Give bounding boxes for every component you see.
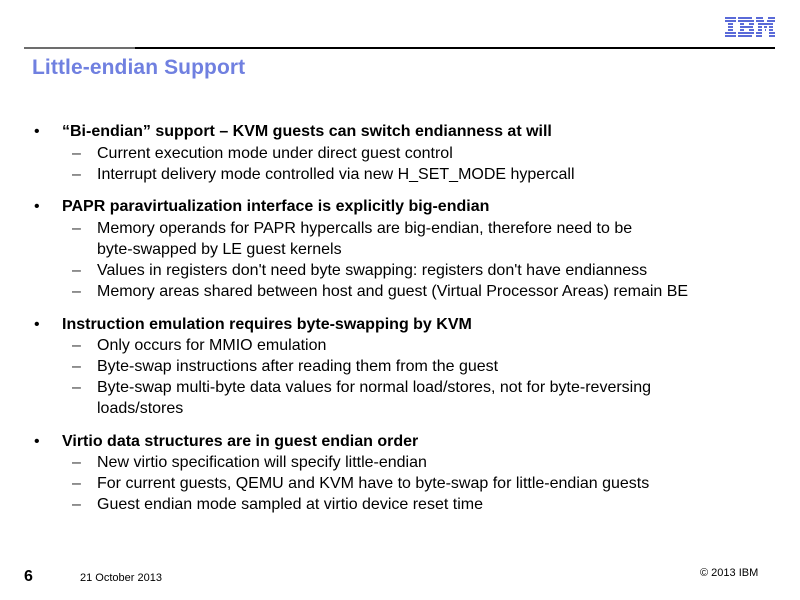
section-heading: PAPR paravirtualization interface is explicitly big-endian bbox=[62, 198, 490, 215]
footer-date: 21 October 2013 bbox=[80, 572, 162, 584]
sub-item: Byte-swap instructions after reading them from the guest bbox=[97, 358, 499, 375]
dash-icon: – bbox=[72, 283, 81, 300]
page-number: 6 bbox=[24, 568, 33, 585]
dash-icon: – bbox=[72, 496, 81, 513]
dash-icon: – bbox=[72, 337, 81, 354]
section-heading: Instruction emulation requires byte-swapping by KVM bbox=[62, 316, 472, 333]
section-heading: Virtio data structures are in guest endian order bbox=[62, 433, 419, 450]
dash-icon: – bbox=[72, 454, 81, 471]
ibm-logo-icon bbox=[725, 17, 775, 38]
dash-icon: – bbox=[72, 166, 81, 183]
footer-copyright: © 2013 IBM bbox=[700, 567, 759, 579]
bullet-icon: • bbox=[34, 433, 40, 450]
sub-item: Values in registers don't need byte swapping: registers don't have endianness bbox=[97, 262, 648, 279]
dash-icon: – bbox=[72, 220, 81, 237]
sub-item-continuation: loads/stores bbox=[97, 400, 184, 417]
sub-item: Interrupt delivery mode controlled via new H_SET_MODE hypercall bbox=[97, 166, 575, 183]
sub-item: For current guests, QEMU and KVM have to byte-swap for little-endian guests bbox=[97, 475, 650, 492]
slide-title: Little-endian Support bbox=[32, 56, 246, 79]
dash-icon: – bbox=[72, 145, 81, 162]
dash-icon: – bbox=[72, 475, 81, 492]
header-rule-black bbox=[135, 47, 775, 49]
sub-item-continuation: byte-swapped by LE guest kernels bbox=[97, 241, 342, 258]
bullet-icon: • bbox=[34, 316, 40, 333]
header-rule-grey bbox=[24, 47, 135, 49]
sub-item: Current execution mode under direct guest control bbox=[97, 145, 453, 162]
sub-item: Guest endian mode sampled at virtio device reset time bbox=[97, 496, 483, 513]
section-heading: “Bi-endian” support – KVM guests can switch endianness at will bbox=[62, 123, 552, 140]
dash-icon: – bbox=[72, 358, 81, 375]
bullet-icon: • bbox=[34, 123, 40, 140]
sub-item: Byte-swap multi-byte data values for normal load/stores, not for byte-reversing bbox=[97, 379, 652, 396]
sub-item: Only occurs for MMIO emulation bbox=[97, 337, 327, 354]
sub-item: Memory operands for PAPR hypercalls are big-endian, therefore need to be bbox=[97, 220, 633, 237]
bullet-icon: • bbox=[34, 198, 40, 215]
sub-item: New virtio specification will specify little-endian bbox=[97, 454, 427, 471]
dash-icon: – bbox=[72, 379, 81, 396]
sub-item: Memory areas shared between host and guest (Virtual Processor Areas) remain BE bbox=[97, 283, 689, 300]
dash-icon: – bbox=[72, 262, 81, 279]
